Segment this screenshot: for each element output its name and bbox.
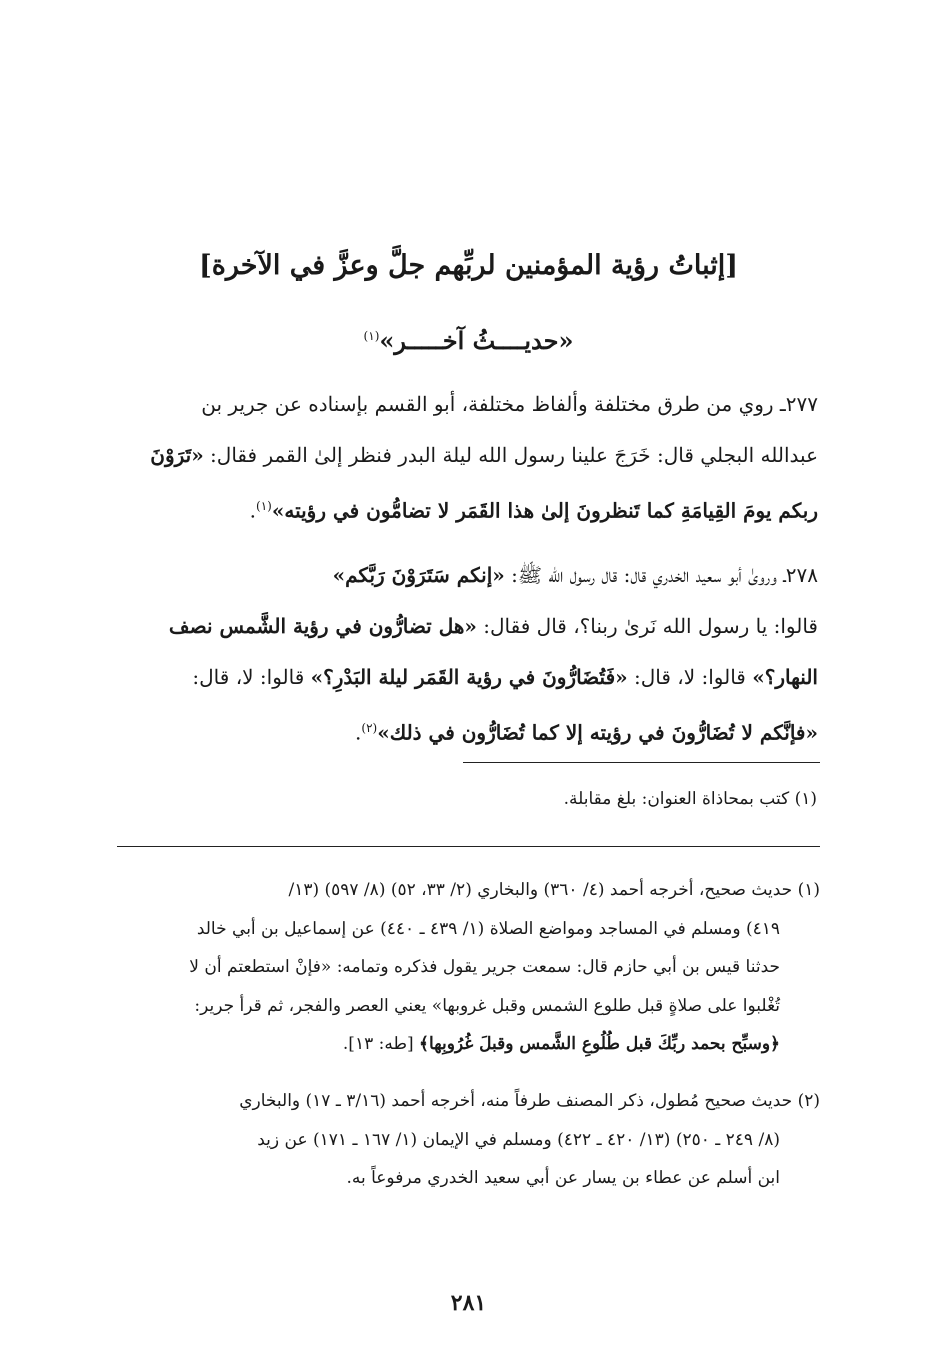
footnote-line (110, 1025, 820, 1064)
chapter-title-text: [إثباتُ رؤية المؤمنين لربِّهم جلَّ وعزَّ في الآخرة] (198, 250, 739, 281)
hadith-line (118, 430, 818, 481)
footnote-text: (٨/ ٢٤٩ ـ ٢٥٠) (١٣/ ٤٢٠ ـ ٤٢٢) ومسلم في الإيمان (١/ ١٦٧ ـ ١٧١) عن زيد (257, 1129, 780, 1150)
footnote-text: ٤١٩) ومسلم في المساجد ومواضع الصلاة (١/ ٤٣٩ ـ ٤٤٠) عن إسماعيل بن أبي خالد (196, 918, 780, 939)
footnote-separator (117, 846, 820, 847)
footnote-line (110, 948, 820, 987)
hadith-text: عبدالله البجلي قال: خَرَجَ علينا رسول الله ليلة البدر فنظر إلىٰ القمر فقال: (203, 443, 818, 467)
hadith-line (118, 703, 818, 754)
hadith-277 (118, 379, 818, 532)
section-subtitle-text: «حديــــثُ آخـــــر» (379, 326, 574, 355)
footnote-text: ابن أسلم عن عطاء بن يسار عن أبي سعيد الخدري مرفوعاً به. (346, 1168, 780, 1188)
hadith-line (118, 379, 818, 430)
hadith-quote: «تَرَوْنَ (150, 443, 204, 467)
hadith-text: . (355, 720, 362, 745)
section-subtitle (0, 318, 937, 359)
hadith-text: قالوا: يا رسول الله نَرىٰ ربنا؟، قال فقال: (476, 614, 818, 638)
hadith-text: ٢٧٧ـ روي من طرق مختلفة وألفاظ مختلفة، أبو القسم بإسناده عن جرير بن (201, 392, 818, 416)
hadith-quote: «إنكم سَتَرَوْنَ رَبَّكم» (332, 563, 505, 587)
footnote-line (110, 871, 820, 910)
hadith-line (118, 550, 818, 601)
hadith-quote: «هل تضارُّون في رؤية الشَّمس نصف (168, 614, 477, 638)
hadith-line (118, 601, 818, 652)
footnote-text: تُغْلبوا على صلاةٍ قبل طلوع الشمس وقبل غروبها» يعني العصر والفجر، ثم قرأ جرير: (194, 995, 780, 1016)
footnote-marker: (١) (363, 329, 380, 343)
footnote-text: (٢) حديث صحيح مُطول، ذكر المصنف طرفاً منه، أخرجه أحمد (٣/١٦ ـ ١٧) والبخاري (239, 1091, 820, 1111)
hadith-quote: النهار؟» (752, 665, 818, 689)
hadith-quote: ربكم يومَ القِيامَةِ كما تَنظرونَ إلىٰ هذا القَمَر لا تضامُّون في رؤيته» (271, 498, 818, 523)
hadith-text: قالوا: لا، قال: (627, 665, 753, 689)
hadith-text: قالوا: لا، قال: (192, 665, 311, 689)
page-number-text: ٢٨١ (450, 1290, 487, 1316)
page-number (0, 1290, 937, 1316)
hadith-text: . (249, 498, 257, 523)
footnote-line (110, 910, 820, 949)
footnote-marker: (٢) (361, 721, 378, 735)
footnote-line (110, 1159, 820, 1198)
margin-note-text: (١) كتب بمحاذاة العنوان: بلغ مقابلة. (563, 789, 817, 809)
hadith-quote: «فَتُضَارُّونَ في رؤية القَمَر ليلة البَدْرِ؟» (310, 665, 628, 689)
footnote-line (110, 1082, 820, 1121)
separator-rule (463, 762, 820, 763)
chapter-title (0, 246, 937, 286)
footnote-text: [طه: ١٣]. (342, 1034, 420, 1054)
footnote-line (110, 987, 820, 1026)
footnote-text: (١) حديث صحيح، أخرجه أحمد (٤/ ٣٦٠) والبخاري (٢/ ٣٣، ٥٢) (٨/ ٥٩٧) (١٣/ (288, 880, 820, 900)
hadith-quote: «فإنَّكم لا تُضَارُّونَ في رؤيته إلا كما تُضَارُّون في ذلك» (377, 720, 818, 745)
footnote-text: حدثنا قيس بن أبي حازم قال: سمعت جرير يقول فذكره وتمامه: «فإنْ استطعتم أن لا (189, 957, 780, 977)
footnote-2 (110, 1082, 820, 1198)
footnote-marker: (١) (256, 499, 272, 513)
quran-quote: ﴿وسبِّح بحمد ربِّكَ قبل طُلُوعِ الشَّمس وقبلَ غُرُوبِها﴾ (419, 1034, 780, 1054)
footnote-line (110, 1121, 820, 1160)
hadith-line (118, 481, 818, 532)
margin-note (564, 784, 817, 814)
hadith-278 (118, 550, 818, 754)
hadith-text: ٢٧٨ـ ورویٰ أبو سعيد الخدري قال: قال رسول الله ﷺ: (504, 563, 818, 587)
footnote-1 (110, 871, 820, 1064)
hadith-line (118, 652, 818, 703)
